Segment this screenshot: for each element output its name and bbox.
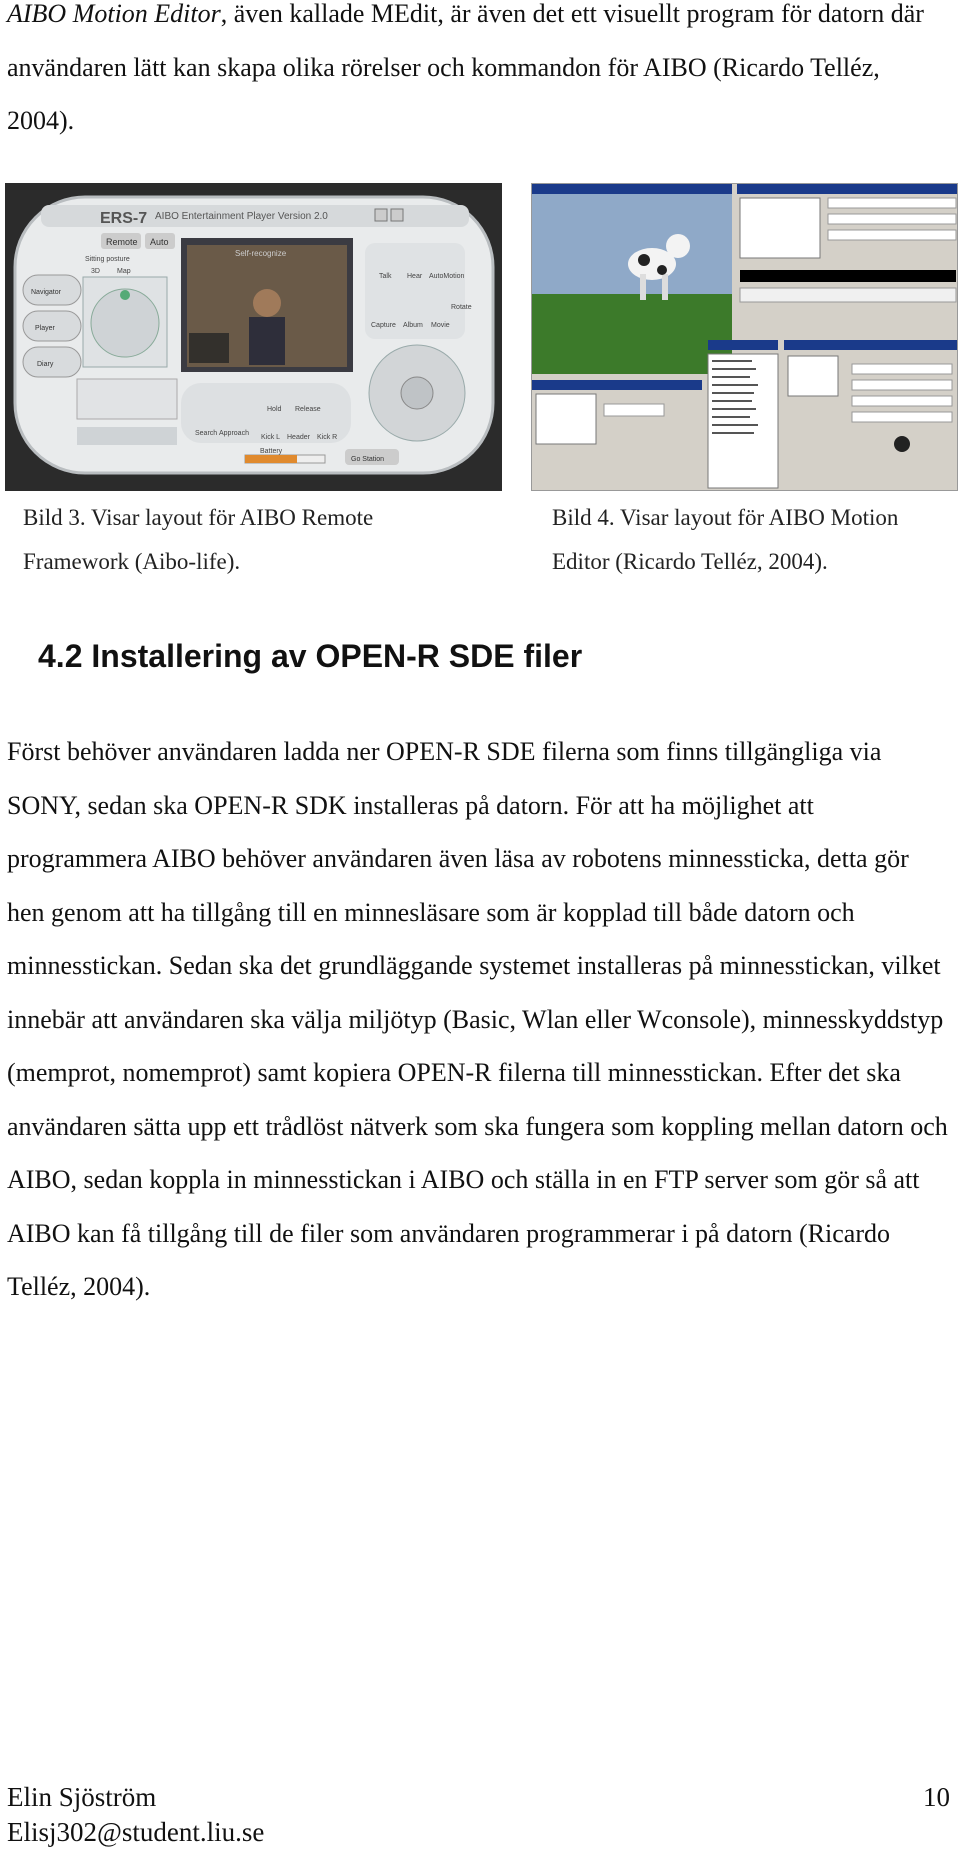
side-button-diary: Diary [37,361,54,368]
window-title: AIBO Entertainment Player Version 2.0 [155,211,328,222]
figure-aibo-remote-framework [5,183,502,491]
footer-author-block [7,1780,264,1850]
logo-text: ERS-7 [100,210,148,227]
view-tab-map: Map [117,268,131,275]
label-hold: Hold [267,406,282,413]
label-rotate: Rotate [451,304,472,311]
footer-author: Elin Sjöström [7,1782,157,1812]
video-status: Self-recognize [235,249,287,258]
section-heading: 4.2 Installering av OPEN-R SDE filer [38,638,583,674]
label-header: Header [287,434,310,441]
intro-paragraph [7,0,950,148]
tab-remote: Remote [106,237,138,247]
label-automotion: AutoMotion [429,273,465,280]
label-approach: Approach [219,430,249,437]
section-body: Först behöver användaren ladda ner OPEN-R SDE filerna som finns tillgängliga via SONY, sedan ska OPEN-R SDK installeras på datorn. För att ha möjlighet att programmera AIBO behöver användaren även läsa av robotens minnessticka, detta gör hen genom att ha tillgång till en minnesläsare som är kopplad till både datorn och minnesstickan. Sedan ska det grundläggande systemet installeras på minnesstickan, vilket innebär att användaren ska välja miljötyp (Basic, Wlan eller Wconsole), minnesskyddstyp (memprot, nomemprot) samt kopiera OPEN-R filerna till minnesstickan. Efter det ska användaren sätta upp ett trådlöst nätverk som ska fungera som koppling mellan datorn och AIBO, sedan koppla in minnesstickan i AIBO och ställa in en FTP server som gör så att AIBO kan få tillgång till de filer som användaren programmerar i på datorn (Ricardo Telléz, 2004). [7,737,948,1301]
label-capture: Capture [371,322,396,329]
view-tab-3d: 3D [91,268,100,275]
intro-italic-lead: AIBO Motion Editor [7,0,221,28]
label-kick-r: Kick R [317,434,338,441]
battery-label: Battery [260,448,283,455]
station-label: Go Station [351,456,385,463]
label-album: Album [403,322,423,329]
label-movie: Movie [431,322,450,329]
side-button-player: Player [35,325,55,332]
intro-rest: , även kallade MEdit, är även det ett visuellt program för datorn där användaren lätt kan skapa olika rörelser och kommandon för AIBO (Ricardo Telléz, 2004). [7,0,924,135]
figure-caption-3: Bild 3. Visar layout för AIBO Remote Framework (Aibo-life). [23,505,374,574]
label-release: Release [295,406,321,413]
tab-auto: Auto [150,237,169,247]
footer-email: Elisj302@student.liu.se [7,1817,265,1847]
side-button-navigator: Navigator [31,289,61,296]
figure-caption-4: Bild 4. Visar layout för AIBO Motion Editor (Ricardo Telléz, 2004). [552,505,899,574]
label-search: Search [195,430,218,437]
label-hear: Hear [407,273,423,280]
label-talk: Talk [379,273,392,280]
figures-row [0,183,960,493]
figure-aibo-motion-editor [531,183,958,491]
sitting-label: Sitting posture [85,256,130,263]
page-number: 10 [923,1782,950,1812]
label-kick-l: Kick L [261,434,281,441]
